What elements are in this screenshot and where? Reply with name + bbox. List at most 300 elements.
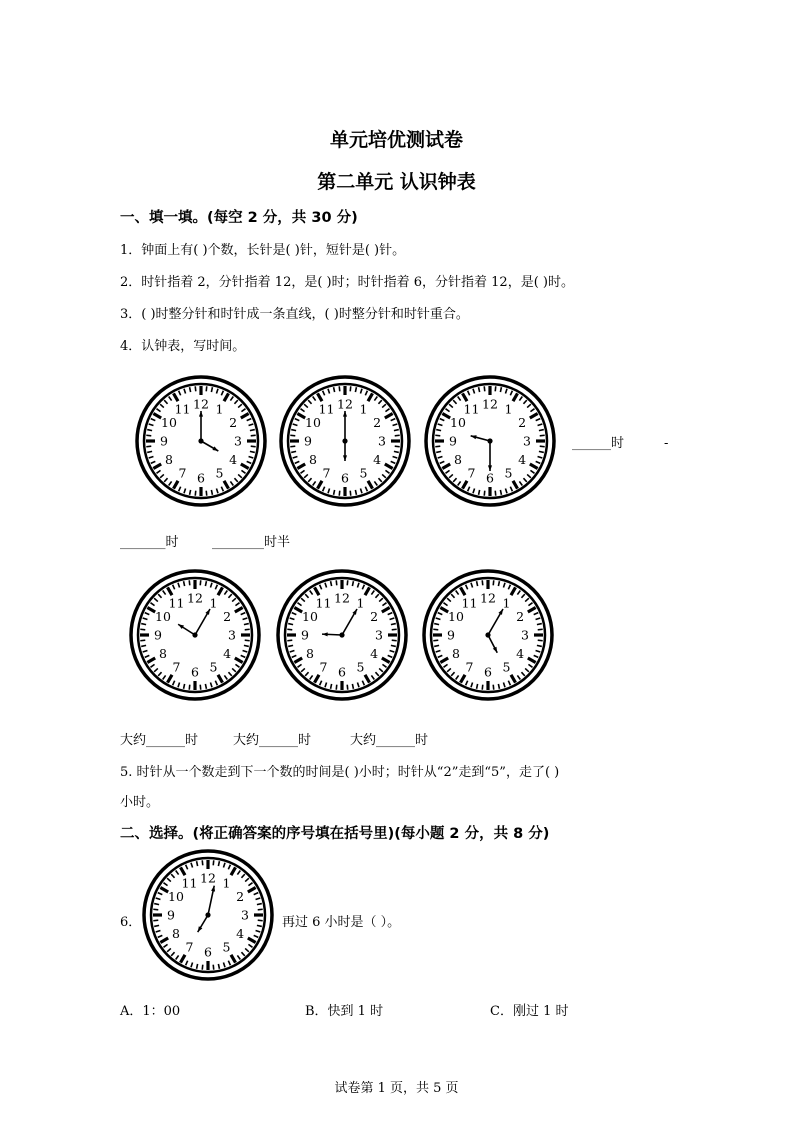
clock-number: 5 xyxy=(502,659,511,675)
minute-tick xyxy=(210,583,212,588)
minute-tick xyxy=(538,456,543,458)
clock-number: 4 xyxy=(236,926,245,941)
minute-tick xyxy=(519,481,522,485)
minute-tick xyxy=(202,965,203,970)
minute-tick xyxy=(477,684,478,689)
hour-tick xyxy=(382,658,390,663)
minute-tick xyxy=(158,594,161,598)
clock-number: 8 xyxy=(308,452,317,467)
clock-number: 3 xyxy=(523,433,531,449)
minute-tick xyxy=(537,624,542,625)
minute-tick xyxy=(249,424,254,426)
minute-tick xyxy=(211,387,212,392)
answer-blank: 大约______时 xyxy=(120,733,199,748)
minute-tick xyxy=(503,583,505,588)
clock-face xyxy=(141,848,275,982)
hour-tick xyxy=(365,587,370,595)
minute-tick xyxy=(458,397,461,401)
minute-tick xyxy=(160,474,164,477)
minute-tick xyxy=(244,624,249,625)
hour-tick xyxy=(224,481,229,489)
minute-tick xyxy=(190,490,191,495)
clock-number: 7 xyxy=(465,659,474,675)
minute-tick xyxy=(313,481,316,485)
minute-tick xyxy=(382,474,386,477)
minute-tick xyxy=(141,645,146,646)
minute-hand-arrow xyxy=(352,609,357,615)
minute-tick xyxy=(388,655,393,657)
clock-number: 11 xyxy=(461,595,478,611)
minute-tick xyxy=(436,430,441,431)
clock-number: 3 xyxy=(375,627,383,643)
minute-tick xyxy=(479,490,480,495)
minute-tick xyxy=(245,640,250,641)
hour-tick xyxy=(153,414,161,419)
minute-tick xyxy=(160,404,164,407)
minute-tick xyxy=(151,461,156,463)
minute-tick xyxy=(371,591,374,595)
minute-tick xyxy=(537,645,542,646)
clock-number: 2 xyxy=(373,415,382,430)
minute-tick xyxy=(392,629,397,630)
clock-number: 12 xyxy=(334,590,350,606)
minute-tick xyxy=(301,409,305,412)
minute-tick xyxy=(357,583,359,588)
minute-tick xyxy=(292,613,297,615)
minute-tick xyxy=(178,683,180,688)
clock-number: 8 xyxy=(164,452,173,467)
clock-number: 6 xyxy=(197,470,205,486)
minute-tick xyxy=(325,683,327,688)
clock-number: 2 xyxy=(223,609,232,624)
hour-tick xyxy=(235,608,243,613)
minute-tick xyxy=(331,581,332,586)
hour-hand-arrow xyxy=(471,435,477,439)
clock-number: 9 xyxy=(447,627,455,643)
minute-tick xyxy=(147,430,152,431)
minute-tick xyxy=(200,685,201,690)
minute-tick xyxy=(241,952,244,956)
minute-tick xyxy=(365,391,367,396)
minute-tick xyxy=(388,613,393,615)
minute-tick xyxy=(394,430,399,431)
minute-tick xyxy=(390,618,395,620)
hour-tick xyxy=(241,414,249,419)
clock-number: 10 xyxy=(168,889,184,904)
minute-tick xyxy=(453,400,456,404)
page-title: 单元培优测试卷 xyxy=(329,129,463,151)
minute-tick xyxy=(164,400,167,404)
option-a: A．1：00 xyxy=(120,1004,181,1019)
minute-tick xyxy=(468,391,470,396)
minute-tick xyxy=(357,683,359,688)
clock-number: 10 xyxy=(161,415,177,430)
minute-tick xyxy=(235,664,239,667)
minute-tick xyxy=(301,470,305,473)
hour-tick xyxy=(160,938,168,943)
minute-tick xyxy=(143,650,148,652)
minute-tick xyxy=(500,387,501,392)
minute-tick xyxy=(249,456,254,458)
clock-face xyxy=(278,374,412,508)
hour-tick xyxy=(365,675,370,683)
clock-number: 3 xyxy=(378,433,386,449)
minute-tick xyxy=(391,419,396,421)
clock-number: 7 xyxy=(467,465,476,481)
clock-number: 12 xyxy=(337,396,353,412)
hour-tick xyxy=(528,658,536,663)
minute-tick xyxy=(436,618,441,620)
minute-tick xyxy=(391,461,396,463)
minute-tick xyxy=(331,684,332,689)
minute-tick xyxy=(157,470,161,473)
option-c: C．刚过 1 时 xyxy=(490,1004,569,1019)
minute-tick xyxy=(320,585,322,590)
clock-number: 1 xyxy=(356,595,365,611)
minute-tick xyxy=(257,925,262,926)
minute-tick xyxy=(149,456,154,458)
minute-tick xyxy=(218,964,219,969)
clock-center xyxy=(339,632,344,637)
clock-number: 12 xyxy=(193,396,209,412)
clock-number: 5 xyxy=(215,465,224,481)
minute-tick xyxy=(245,948,249,951)
clock-number: 4 xyxy=(373,452,382,467)
minute-tick xyxy=(179,391,181,396)
minute-tick xyxy=(540,446,545,447)
clock-number: 10 xyxy=(450,415,466,430)
minute-tick xyxy=(482,580,483,585)
hour-tick xyxy=(511,675,516,683)
hour-tick xyxy=(153,464,161,469)
minute-tick xyxy=(395,435,400,436)
clock-number: 10 xyxy=(302,609,318,624)
minute-tick xyxy=(153,909,158,910)
minute-tick xyxy=(539,430,544,431)
minute-tick xyxy=(167,878,171,881)
hour-tick xyxy=(231,867,236,875)
minute-tick xyxy=(433,640,438,641)
minute-tick xyxy=(176,871,179,875)
minute-tick xyxy=(145,655,150,657)
minute-tick xyxy=(378,478,381,482)
hour-tick xyxy=(174,481,179,489)
minute-tick xyxy=(538,640,543,641)
minute-tick xyxy=(391,645,396,646)
hour-tick xyxy=(463,481,468,489)
minute-tick xyxy=(184,581,185,586)
minute-tick xyxy=(288,645,293,646)
minute-tick xyxy=(146,446,151,447)
minute-tick xyxy=(305,672,308,676)
clock-number: 6 xyxy=(341,470,349,486)
minute-tick xyxy=(216,389,218,394)
hour-tick xyxy=(248,888,256,893)
clock-number: 3 xyxy=(521,627,529,643)
section1-heading: 一、填一填。(每空 2 分，共 30 分) xyxy=(120,210,358,226)
minute-tick xyxy=(394,451,399,452)
hour-tick xyxy=(294,608,302,613)
minute-tick xyxy=(245,878,249,881)
minute-tick xyxy=(256,930,261,932)
hour-tick xyxy=(318,393,323,401)
clock-number: 7 xyxy=(185,939,194,955)
minute-tick xyxy=(355,387,356,392)
minute-tick xyxy=(258,920,263,921)
minute-tick xyxy=(521,594,524,598)
hour-tick xyxy=(382,608,390,613)
minute-tick xyxy=(202,860,203,865)
minute-tick xyxy=(336,685,337,690)
minute-tick xyxy=(320,681,322,686)
hour-tick xyxy=(318,481,323,489)
minute-tick xyxy=(390,650,395,652)
minute-tick xyxy=(304,404,308,407)
minute-tick xyxy=(141,624,146,625)
minute-tick xyxy=(248,883,252,886)
clock-number: 11 xyxy=(315,595,332,611)
minute-tick xyxy=(305,594,308,598)
minute-tick xyxy=(151,664,155,667)
minute-tick xyxy=(288,624,293,625)
minute-tick xyxy=(171,952,174,956)
clock-number: 1 xyxy=(359,401,368,417)
minute-tick xyxy=(510,391,512,396)
minute-tick xyxy=(295,419,300,421)
option-b: B．快到 1 时 xyxy=(305,1004,384,1019)
clock-number: 1 xyxy=(215,401,224,417)
hour-tick xyxy=(315,587,320,595)
hour-tick xyxy=(461,587,466,595)
minute-tick xyxy=(458,481,461,485)
minute-tick xyxy=(523,478,526,482)
question-4: 4．认钟表，写时间。 xyxy=(120,339,246,354)
minute-tick xyxy=(479,387,480,392)
minute-tick xyxy=(251,446,256,447)
minute-tick xyxy=(256,898,261,900)
minute-tick xyxy=(158,672,161,676)
minute-tick xyxy=(434,645,439,646)
question-6-number: 6． xyxy=(120,915,142,930)
minute-tick xyxy=(223,863,225,868)
clock-number: 7 xyxy=(322,465,331,481)
minute-tick xyxy=(517,675,520,679)
minute-tick xyxy=(540,435,545,436)
clock-number: 6 xyxy=(204,944,212,960)
minute-tick xyxy=(527,474,531,477)
hour-tick xyxy=(297,414,305,419)
minute-tick xyxy=(528,664,532,667)
minute-tick xyxy=(171,874,174,878)
minute-tick xyxy=(313,397,316,401)
minute-tick xyxy=(440,419,445,421)
minute-tick xyxy=(539,451,544,452)
minute-tick xyxy=(241,470,245,473)
minute-tick xyxy=(451,672,454,676)
minute-tick xyxy=(140,640,145,641)
hour-tick xyxy=(385,414,393,419)
hour-tick xyxy=(231,955,236,963)
minute-tick xyxy=(195,491,196,496)
minute-tick xyxy=(433,629,438,630)
hour-tick xyxy=(181,955,186,963)
minute-tick xyxy=(508,681,510,686)
minute-tick xyxy=(250,430,255,431)
clock-number: 7 xyxy=(178,465,187,481)
minute-tick xyxy=(154,925,159,926)
minute-tick xyxy=(200,580,201,585)
minute-tick xyxy=(143,618,148,620)
minute-tick xyxy=(477,581,478,586)
minute-tick xyxy=(328,489,330,494)
minute-hand-arrow xyxy=(498,609,503,615)
minute-tick xyxy=(241,874,244,878)
minute-tick xyxy=(446,409,450,412)
minute-tick xyxy=(164,478,167,482)
clock-number: 12 xyxy=(187,590,203,606)
minute-tick xyxy=(374,397,377,401)
clock-number: 8 xyxy=(158,646,167,661)
minute-tick xyxy=(378,400,381,404)
clock-number: 1 xyxy=(502,595,511,611)
minute-tick xyxy=(325,583,327,588)
minute-tick xyxy=(257,904,262,905)
minute-tick xyxy=(536,461,541,463)
minute-tick xyxy=(438,613,443,615)
minute-tick xyxy=(449,474,453,477)
minute-tick xyxy=(167,948,171,951)
clock-number: 7 xyxy=(319,659,328,675)
minute-tick xyxy=(505,389,507,394)
clock-face xyxy=(421,568,555,702)
hour-hand-arrow xyxy=(212,446,218,451)
minute-tick xyxy=(456,675,459,679)
clock-number: 9 xyxy=(160,433,168,449)
question-5: 5. 时针从一个数走到下一个数的时间是( )小时；时针从“2”走到“5”，走了( ) xyxy=(120,765,560,780)
clock-number: 5 xyxy=(209,659,218,675)
minute-tick xyxy=(382,404,386,407)
page-footer: 试卷第 1 页，共 5 页 xyxy=(334,1081,459,1096)
minute-tick xyxy=(395,446,400,447)
minute-tick xyxy=(508,585,510,590)
minute-tick xyxy=(156,930,161,932)
minute-tick xyxy=(438,655,443,657)
minute-tick xyxy=(385,470,389,473)
clock-number: 12 xyxy=(482,396,498,412)
clock-number: 5 xyxy=(356,659,365,675)
minute-tick xyxy=(391,624,396,625)
minute-tick xyxy=(234,478,237,482)
minute-tick xyxy=(205,684,206,689)
minute-tick xyxy=(379,598,383,601)
clock-number: 10 xyxy=(305,415,321,430)
minute-tick xyxy=(523,400,526,404)
minute-tick xyxy=(232,668,236,671)
clock-number: 12 xyxy=(200,870,216,886)
minute-tick xyxy=(505,489,507,494)
minute-tick xyxy=(235,603,239,606)
clock-number: 4 xyxy=(516,646,525,661)
hour-tick xyxy=(442,464,450,469)
minute-tick xyxy=(435,435,440,436)
hour-tick xyxy=(315,675,320,683)
minute-tick xyxy=(323,487,325,492)
minute-tick xyxy=(323,391,325,396)
minute-tick xyxy=(247,461,252,463)
hour-hand-arrow xyxy=(343,455,347,461)
minute-tick xyxy=(295,461,300,463)
answer-blank: ______时 xyxy=(572,436,625,451)
minute-tick xyxy=(223,963,225,968)
minute-tick xyxy=(206,491,207,496)
hour-tick xyxy=(174,393,179,401)
minute-tick xyxy=(179,487,181,492)
minute-tick xyxy=(350,491,351,496)
minute-tick xyxy=(500,490,501,495)
minute-tick xyxy=(334,490,335,495)
minute-tick xyxy=(298,664,302,667)
minute-tick xyxy=(447,598,451,601)
minute-tick xyxy=(534,655,539,657)
hour-tick xyxy=(168,587,173,595)
minute-tick xyxy=(158,893,163,895)
hour-tick xyxy=(440,608,448,613)
clock-number: 1 xyxy=(504,401,513,417)
minute-tick xyxy=(164,883,168,886)
hour-tick xyxy=(461,675,466,683)
minute-tick xyxy=(360,489,362,494)
clock-number: 6 xyxy=(191,664,199,680)
clock-number: 9 xyxy=(304,433,312,449)
clock-number: 4 xyxy=(229,452,238,467)
minute-tick xyxy=(140,629,145,630)
minute-tick xyxy=(232,598,236,601)
minute-hand-arrow xyxy=(199,411,203,417)
minute-tick xyxy=(250,451,255,452)
minute-tick xyxy=(190,387,191,392)
clock-number: 4 xyxy=(223,646,232,661)
minute-tick xyxy=(521,672,524,676)
clock-face xyxy=(275,568,409,702)
minute-tick xyxy=(393,456,398,458)
minute-tick xyxy=(495,491,496,496)
minute-tick xyxy=(221,487,223,492)
unit-title: 第二单元 认识钟表 xyxy=(317,171,476,193)
clock-number: 2 xyxy=(370,609,379,624)
clock-number: 11 xyxy=(181,875,198,891)
minute-tick xyxy=(163,675,166,679)
minute-tick xyxy=(228,594,231,598)
minute-tick xyxy=(206,386,207,391)
minute-tick xyxy=(436,650,441,652)
clock-number: 9 xyxy=(449,433,457,449)
clock-number: 11 xyxy=(174,401,191,417)
minute-tick xyxy=(291,430,296,431)
hour-hand-arrow xyxy=(198,926,203,932)
minute-tick xyxy=(290,435,295,436)
minute-tick xyxy=(146,435,151,436)
minute-tick xyxy=(446,470,450,473)
minute-tick xyxy=(352,581,353,586)
minute-tick xyxy=(352,684,353,689)
minute-tick xyxy=(197,964,198,969)
minute-tick xyxy=(347,685,348,690)
minute-tick xyxy=(436,451,441,452)
hour-tick xyxy=(385,464,393,469)
minute-tick xyxy=(147,451,152,452)
minute-tick xyxy=(169,481,172,485)
minute-tick xyxy=(527,404,531,407)
